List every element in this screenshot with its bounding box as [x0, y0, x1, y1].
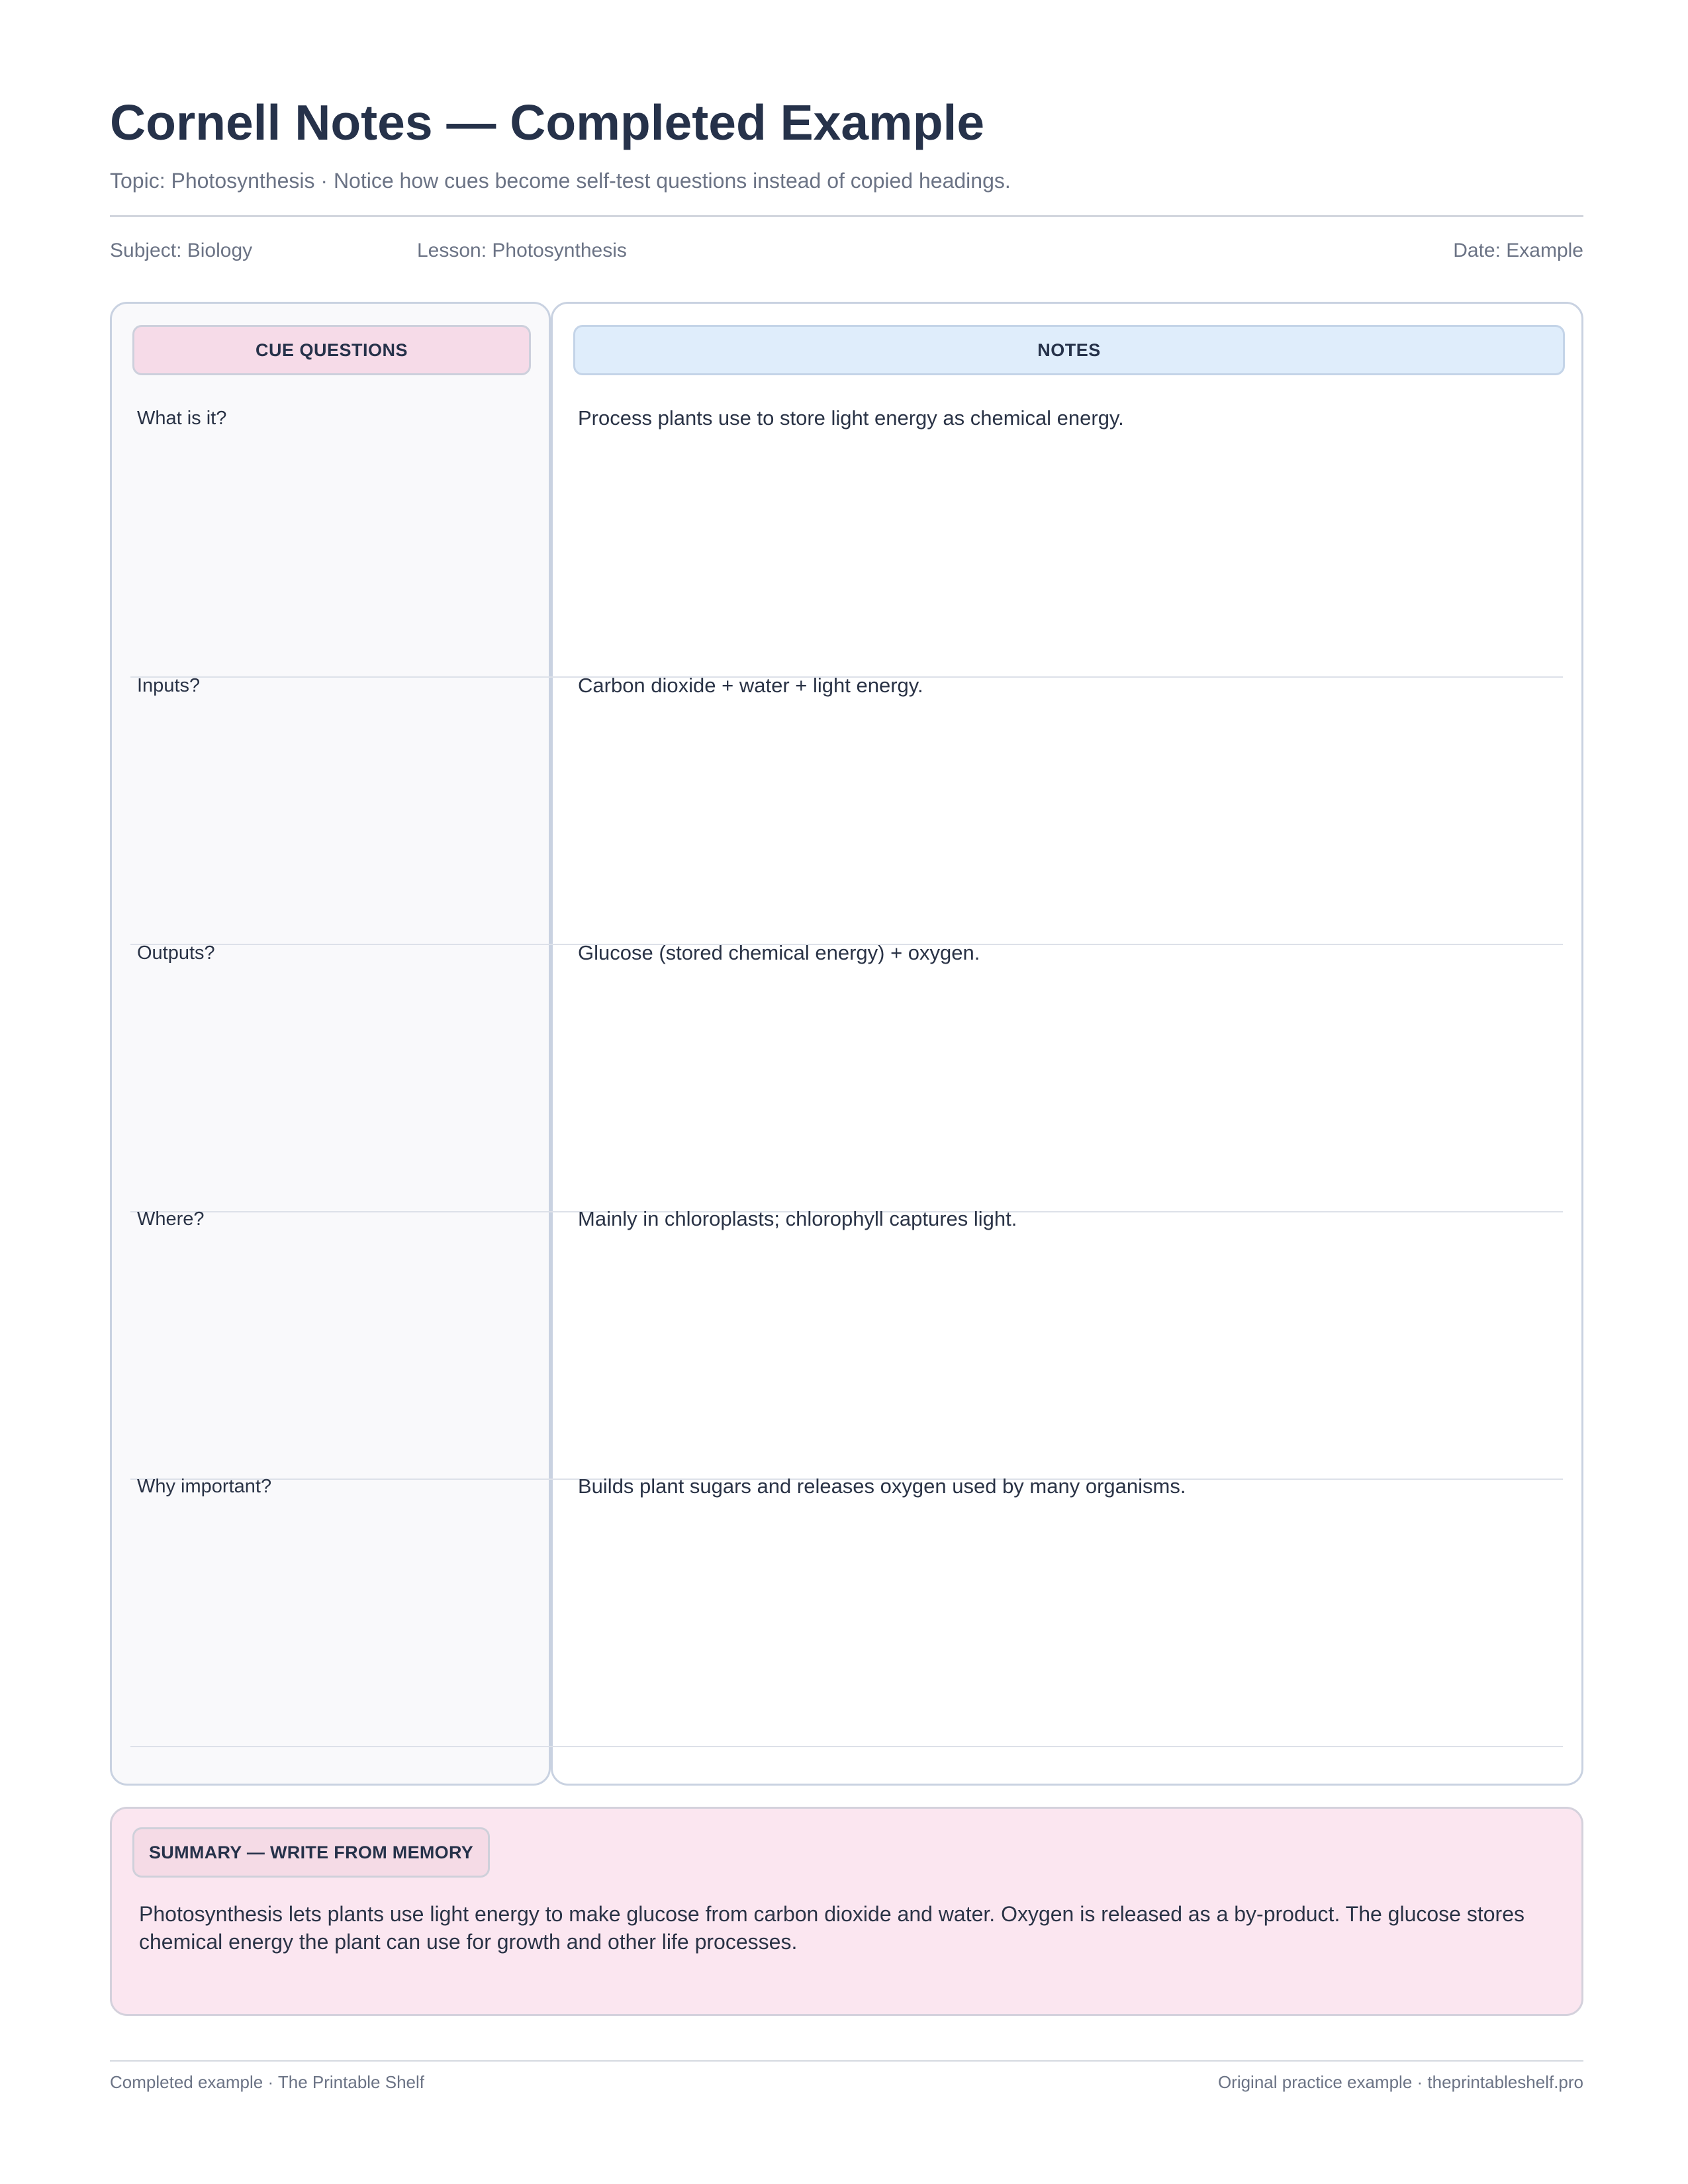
row-divider [130, 1746, 1563, 1747]
date-field: Date: Example [1453, 240, 1583, 261]
cue-question: Inputs? [137, 675, 201, 696]
note-entry: Glucose (stored chemical energy) + oxygen. [578, 941, 980, 964]
cue-question: What is it? [137, 408, 227, 429]
notes-column-header: NOTES [573, 325, 1565, 375]
cue-question: Outputs? [137, 942, 215, 964]
summary-label: SUMMARY — WRITE FROM MEMORY [132, 1827, 490, 1878]
summary-text: Photosynthesis lets plants use light energy to make glucose from carbon dioxide and water. Oxygen is released as a by-product. The glucose stores chemical energy the plant can use for growth and other life processes. [139, 1902, 1524, 1954]
cue-question: Where? [137, 1208, 205, 1230]
note-entry: Mainly in chloroplasts; chlorophyll captures light. [578, 1207, 1017, 1230]
footer-divider [110, 2060, 1583, 2062]
page-title: Cornell Notes — Completed Example [110, 95, 985, 150]
cue-question: Why important? [137, 1476, 272, 1497]
footer-left: Completed example · The Printable Shelf [110, 2072, 424, 2092]
subject-field: Subject: Biology [110, 240, 253, 261]
summary-panel [110, 1807, 1583, 2016]
page-subtitle: Topic: Photosynthesis · Notice how cues become self-test questions instead of copied headings. [110, 169, 1011, 193]
header-divider [110, 215, 1583, 217]
note-entry: Process plants use to store light energy as chemical energy. [578, 406, 1124, 430]
cue-column-header: CUE QUESTIONS [132, 325, 531, 375]
notes-rows [110, 302, 1583, 1786]
note-entry: Builds plant sugars and releases oxygen used by many organisms. [578, 1475, 1186, 1498]
lesson-field: Lesson: Photosynthesis [417, 240, 627, 261]
worksheet-page [110, 0, 1583, 2184]
footer-right: Original practice example · theprintableshelf.pro [1217, 2072, 1583, 2092]
note-entry: Carbon dioxide + water + light energy. [578, 674, 923, 697]
